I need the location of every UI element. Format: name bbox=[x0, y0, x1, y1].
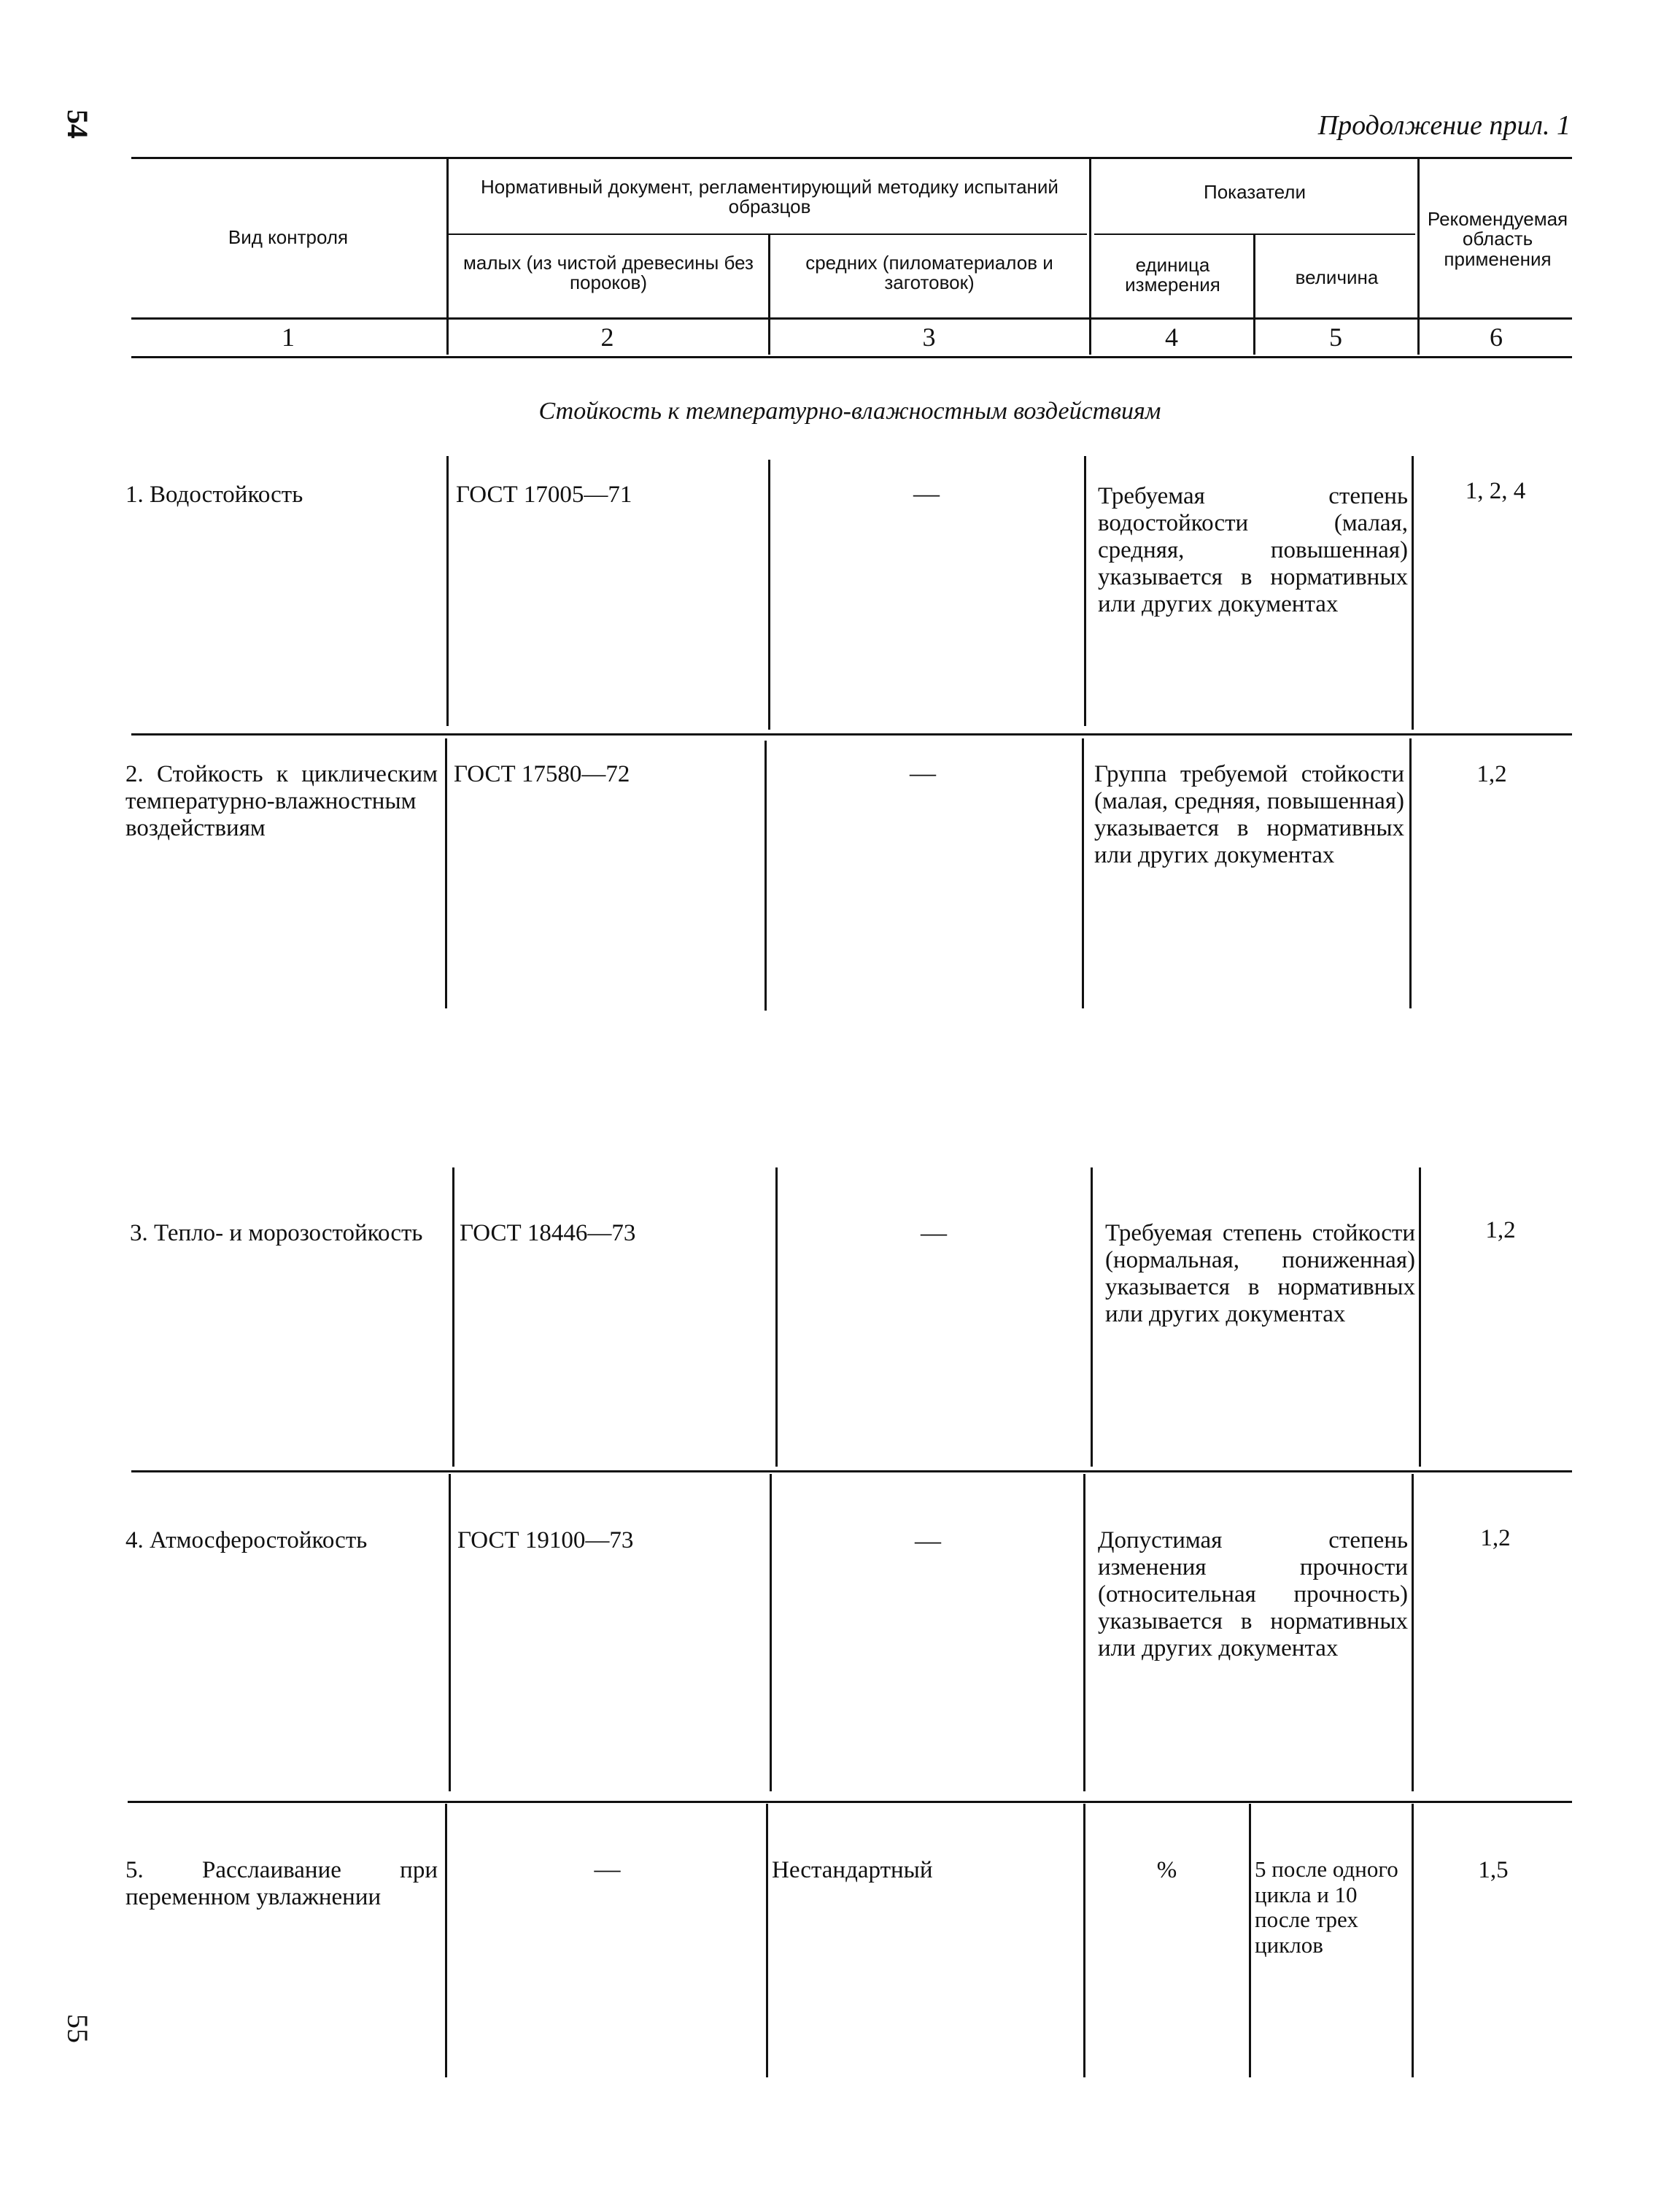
row5-vline-5 bbox=[1412, 1804, 1414, 2077]
row2-small: ГОСТ 17580—72 bbox=[454, 761, 630, 787]
row5-vline-3 bbox=[1083, 1804, 1085, 2077]
column-number-3: 3 bbox=[922, 323, 936, 352]
page-number-top: 54 bbox=[61, 109, 94, 139]
header-col6: Рекомендуемая область применения bbox=[1427, 208, 1568, 270]
row2-area: 1,2 bbox=[1476, 761, 1507, 787]
row-separator-4 bbox=[128, 1801, 1572, 1803]
row4-small: ГОСТ 19100—73 bbox=[457, 1527, 634, 1553]
header-col4: единица измерения bbox=[1125, 254, 1220, 296]
row5-area: 1,5 bbox=[1478, 1857, 1509, 1883]
row4-vline-3 bbox=[1083, 1474, 1085, 1791]
header-col5: величина bbox=[1295, 266, 1379, 288]
row2-vline-2 bbox=[764, 741, 767, 1011]
row1-small: ГОСТ 17005—71 bbox=[456, 482, 632, 508]
row1-name: 1. Водостойкость bbox=[125, 482, 303, 508]
row2-indicator: Группа требуемой стойкости (малая, средняя, повышенная) указывается в нормативных или других документах bbox=[1094, 761, 1404, 868]
row5-unit: % bbox=[1156, 1857, 1177, 1883]
row1-medium: — bbox=[913, 479, 940, 508]
page-number-bottom: 55 bbox=[61, 2014, 94, 2043]
row1-indicator: Требуемая степень водостойкости (малая, средняя, повышенная) указывается в нормативных или других документах bbox=[1098, 483, 1408, 617]
column-number-5: 5 bbox=[1329, 323, 1342, 352]
row2-vline-3 bbox=[1082, 738, 1084, 1008]
row-separator-3 bbox=[131, 1470, 1572, 1472]
row5-small: — bbox=[594, 1854, 621, 1883]
column-number-6: 6 bbox=[1490, 323, 1503, 352]
row3-medium: — bbox=[921, 1218, 947, 1247]
row3-name: 3. Тепло- и морозостойкость bbox=[130, 1220, 423, 1246]
row1-vline-1 bbox=[446, 456, 449, 726]
row5-vline-4 bbox=[1249, 1804, 1251, 2077]
row1-area: 1, 2, 4 bbox=[1465, 478, 1526, 504]
header-col23-group: Нормативный документ, регламентирующий методику испытаний образцов bbox=[481, 176, 1058, 218]
row5-name: 5. Расслаивание при переменном увлажнении bbox=[125, 1857, 438, 1910]
column-number-2: 2 bbox=[600, 323, 614, 352]
row1-vline-3 bbox=[1084, 456, 1086, 726]
header-col45-group: Показатели bbox=[1204, 181, 1306, 203]
row4-area: 1,2 bbox=[1480, 1525, 1511, 1551]
row2-vline-4 bbox=[1409, 738, 1412, 1008]
row3-vline-3 bbox=[1091, 1167, 1093, 1467]
row2-name: 2. Стойкость к циклическим температурно-влажностным воздействиям bbox=[125, 761, 438, 841]
row2-vline-1 bbox=[445, 738, 447, 1008]
row3-vline-4 bbox=[1419, 1167, 1421, 1467]
column-numbers-rule bbox=[131, 356, 1572, 358]
row4-vline-4 bbox=[1412, 1474, 1414, 1791]
header-bottom-rule bbox=[131, 317, 1572, 320]
row4-vline-2 bbox=[770, 1474, 772, 1791]
row5-value: 5 после одного цикла и 10 после трех циклов bbox=[1255, 1856, 1398, 1958]
row2-medium: — bbox=[910, 758, 936, 787]
row5-vline-1 bbox=[445, 1804, 447, 2077]
row4-indicator: Допустимая степень изменения прочности (относительная прочность) указывается в нормативных или других документах bbox=[1098, 1527, 1408, 1661]
continuation-label: Продолжение прил. 1 bbox=[1317, 110, 1571, 141]
column-number-1: 1 bbox=[282, 323, 295, 352]
header-col2: малых (из чистой древесины без пороков) bbox=[463, 252, 754, 294]
section-title: Стойкость к температурно-влажностным воздействиям bbox=[538, 398, 1161, 425]
row5-medium: Нестандартный bbox=[772, 1857, 933, 1883]
row1-vline-2 bbox=[768, 460, 770, 730]
row4-vline-1 bbox=[449, 1474, 451, 1791]
row3-indicator: Требуемая степень стойкости (нормальная, пониженная) указывается в нормативных или других документах bbox=[1105, 1220, 1415, 1327]
row4-name: 4. Атмосферостойкость bbox=[125, 1527, 368, 1553]
row5-vline-2 bbox=[766, 1804, 768, 2077]
row1-vline-4 bbox=[1412, 456, 1414, 730]
row3-area: 1,2 bbox=[1485, 1217, 1516, 1243]
row-separator-1 bbox=[131, 733, 1572, 736]
header-col3: средних (пиломатериалов и заготовок) bbox=[805, 252, 1053, 294]
row4-medium: — bbox=[915, 1526, 941, 1555]
row3-small: ГОСТ 18446—73 bbox=[460, 1220, 636, 1246]
header-col1: Вид контроля bbox=[228, 226, 349, 248]
column-number-4: 4 bbox=[1165, 323, 1178, 352]
row3-vline-2 bbox=[775, 1167, 778, 1467]
header-top-rule bbox=[131, 157, 1572, 159]
row3-vline-1 bbox=[452, 1167, 454, 1467]
